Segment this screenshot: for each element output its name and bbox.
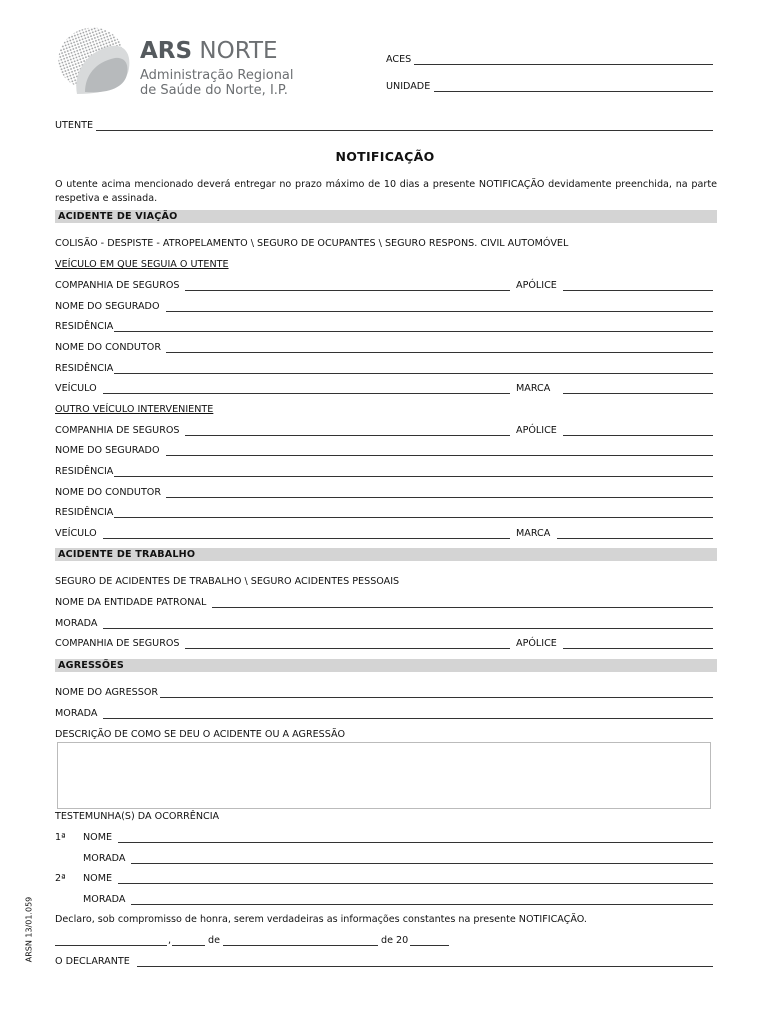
nome-segurado-label: NOME DO SEGURADO: [55, 301, 160, 312]
logo-line2: de Saúde do Norte, I.P.: [140, 83, 288, 98]
marca-label: MARCA: [516, 528, 551, 539]
date-de20-label: de 20: [381, 935, 409, 946]
residencia-label: RESIDÊNCIA: [55, 466, 114, 477]
apolice-label: APÓLICE: [516, 280, 557, 291]
nome-condutor-label: NOME DO CONDUTOR: [55, 487, 162, 498]
place-field[interactable]: [55, 945, 167, 946]
residencia-field[interactable]: [114, 476, 713, 477]
logo-brand-bold: ARS: [140, 38, 193, 64]
companhia-label: COMPANHIA DE SEGUROS: [55, 425, 180, 436]
veiculo-label: VEÍCULO: [55, 383, 97, 394]
section-viacao-header: [55, 210, 717, 223]
witness2-nome-label: NOME: [83, 873, 113, 884]
entidade-field[interactable]: [212, 607, 713, 608]
residencia-field[interactable]: [114, 517, 713, 518]
veiculo-label: VEÍCULO: [55, 528, 97, 539]
year-field[interactable]: [410, 945, 449, 946]
companhia-label: COMPANHIA DE SEGUROS: [55, 280, 180, 291]
ars-norte-logo: [55, 24, 295, 102]
companhia-field[interactable]: [185, 290, 510, 291]
trabalho-types: SEGURO DE ACIDENTES DE TRABALHO \ SEGURO ACIDENTES PESSOAIS: [55, 576, 400, 587]
witness1-nome-label: NOME: [83, 832, 113, 843]
witness1-number: 1ª: [55, 832, 66, 843]
unidade-field[interactable]: [434, 91, 713, 92]
apolice-field[interactable]: [563, 435, 713, 436]
descricao-label: DESCRIÇÃO DE COMO SE DEU O ACIDENTE OU A AGRESSÃO: [55, 729, 345, 740]
form-code: ARSN 13/01.059: [24, 896, 34, 963]
utente-field[interactable]: [96, 130, 713, 131]
witness2-number: 2ª: [55, 873, 66, 884]
nome-condutor-label: NOME DO CONDUTOR: [55, 342, 162, 353]
witness1-morada-field[interactable]: [131, 863, 713, 864]
morada-label: MORADA: [55, 618, 98, 629]
apolice-field[interactable]: [563, 290, 713, 291]
intro-paragraph: O utente acima mencionado deverá entregar no prazo máximo de 10 dias a presente NOTIFICAÇÃO devidamente preenchida, na parte respetiva e assinada.: [55, 179, 717, 204]
residencia-label: RESIDÊNCIA: [55, 507, 114, 518]
morada-field[interactable]: [103, 718, 713, 719]
nome-condutor-field[interactable]: [166, 352, 713, 353]
nome-segurado-field[interactable]: [166, 455, 713, 456]
utente-label: UTENTE: [55, 120, 94, 131]
companhia-field[interactable]: [185, 648, 510, 649]
own-vehicle-heading: VEÍCULO EM QUE SEGUIA O UTENTE: [55, 259, 229, 270]
entidade-label: NOME DA ENTIDADE PATRONAL: [55, 597, 207, 608]
apolice-label: APÓLICE: [516, 638, 557, 649]
logo-brand-rest: NORTE: [192, 38, 278, 64]
section-viacao-title: ACIDENTE DE VIAÇÃO: [58, 211, 178, 222]
residencia-label: RESIDÊNCIA: [55, 321, 114, 332]
residencia-field[interactable]: [114, 331, 713, 332]
declarante-signature-field[interactable]: [137, 966, 713, 967]
viacao-types: COLISÃO - DESPISTE - ATROPELAMENTO \ SEGURO DE OCUPANTES \ SEGURO RESPONS. CIVIL AUTOMÓVEL: [55, 238, 569, 249]
section-trabalho-title: ACIDENTE DE TRABALHO: [58, 549, 196, 560]
section-trabalho-header: [55, 548, 717, 561]
testemunhas-label: TESTEMUNHA(S) DA OCORRÊNCIA: [55, 811, 220, 822]
declaracao-text: Declaro, sob compromisso de honra, serem verdadeiras as informações constantes na presente NOTIFICAÇÃO.: [55, 914, 587, 925]
date-comma: ,: [168, 935, 172, 946]
agressor-field[interactable]: [160, 697, 713, 698]
logo-mark-icon: [55, 24, 135, 96]
witness2-nome-field[interactable]: [118, 883, 713, 884]
residencia-label: RESIDÊNCIA: [55, 363, 114, 374]
day-field[interactable]: [172, 945, 205, 946]
apolice-field[interactable]: [563, 648, 713, 649]
section-agressoes-header: [55, 659, 717, 672]
unidade-label: UNIDADE: [386, 81, 431, 92]
companhia-field[interactable]: [185, 435, 510, 436]
other-vehicle-heading: OUTRO VEÍCULO INTERVENIENTE: [55, 404, 214, 415]
witness1-morada-label: MORADA: [83, 853, 126, 864]
section-agressoes-title: AGRESSÕES: [58, 660, 125, 671]
veiculo-field[interactable]: [103, 538, 510, 539]
witness2-morada-field[interactable]: [131, 904, 713, 905]
nome-segurado-label: NOME DO SEGURADO: [55, 445, 160, 456]
logo-line1: Administração Regional: [140, 68, 294, 83]
marca-field[interactable]: [557, 538, 713, 539]
nome-segurado-field[interactable]: [166, 311, 713, 312]
witness2-morada-label: MORADA: [83, 894, 126, 905]
companhia-label: COMPANHIA DE SEGUROS: [55, 638, 180, 649]
descricao-textarea[interactable]: [57, 742, 711, 809]
page-title: NOTIFICAÇÃO: [335, 149, 435, 164]
declarante-label: O DECLARANTE: [55, 956, 130, 967]
veiculo-field[interactable]: [103, 393, 510, 394]
aces-label: ACES: [386, 54, 412, 65]
apolice-label: APÓLICE: [516, 425, 557, 436]
aces-field[interactable]: [414, 64, 713, 65]
agressor-label: NOME DO AGRESSOR: [55, 687, 159, 698]
date-de-label: de: [208, 935, 220, 946]
morada-field[interactable]: [103, 628, 713, 629]
morada-label: MORADA: [55, 708, 98, 719]
marca-field[interactable]: [563, 393, 713, 394]
witness1-nome-field[interactable]: [118, 842, 713, 843]
month-field[interactable]: [223, 945, 378, 946]
nome-condutor-field[interactable]: [166, 497, 713, 498]
residencia-field[interactable]: [114, 373, 713, 374]
marca-label: MARCA: [516, 383, 551, 394]
